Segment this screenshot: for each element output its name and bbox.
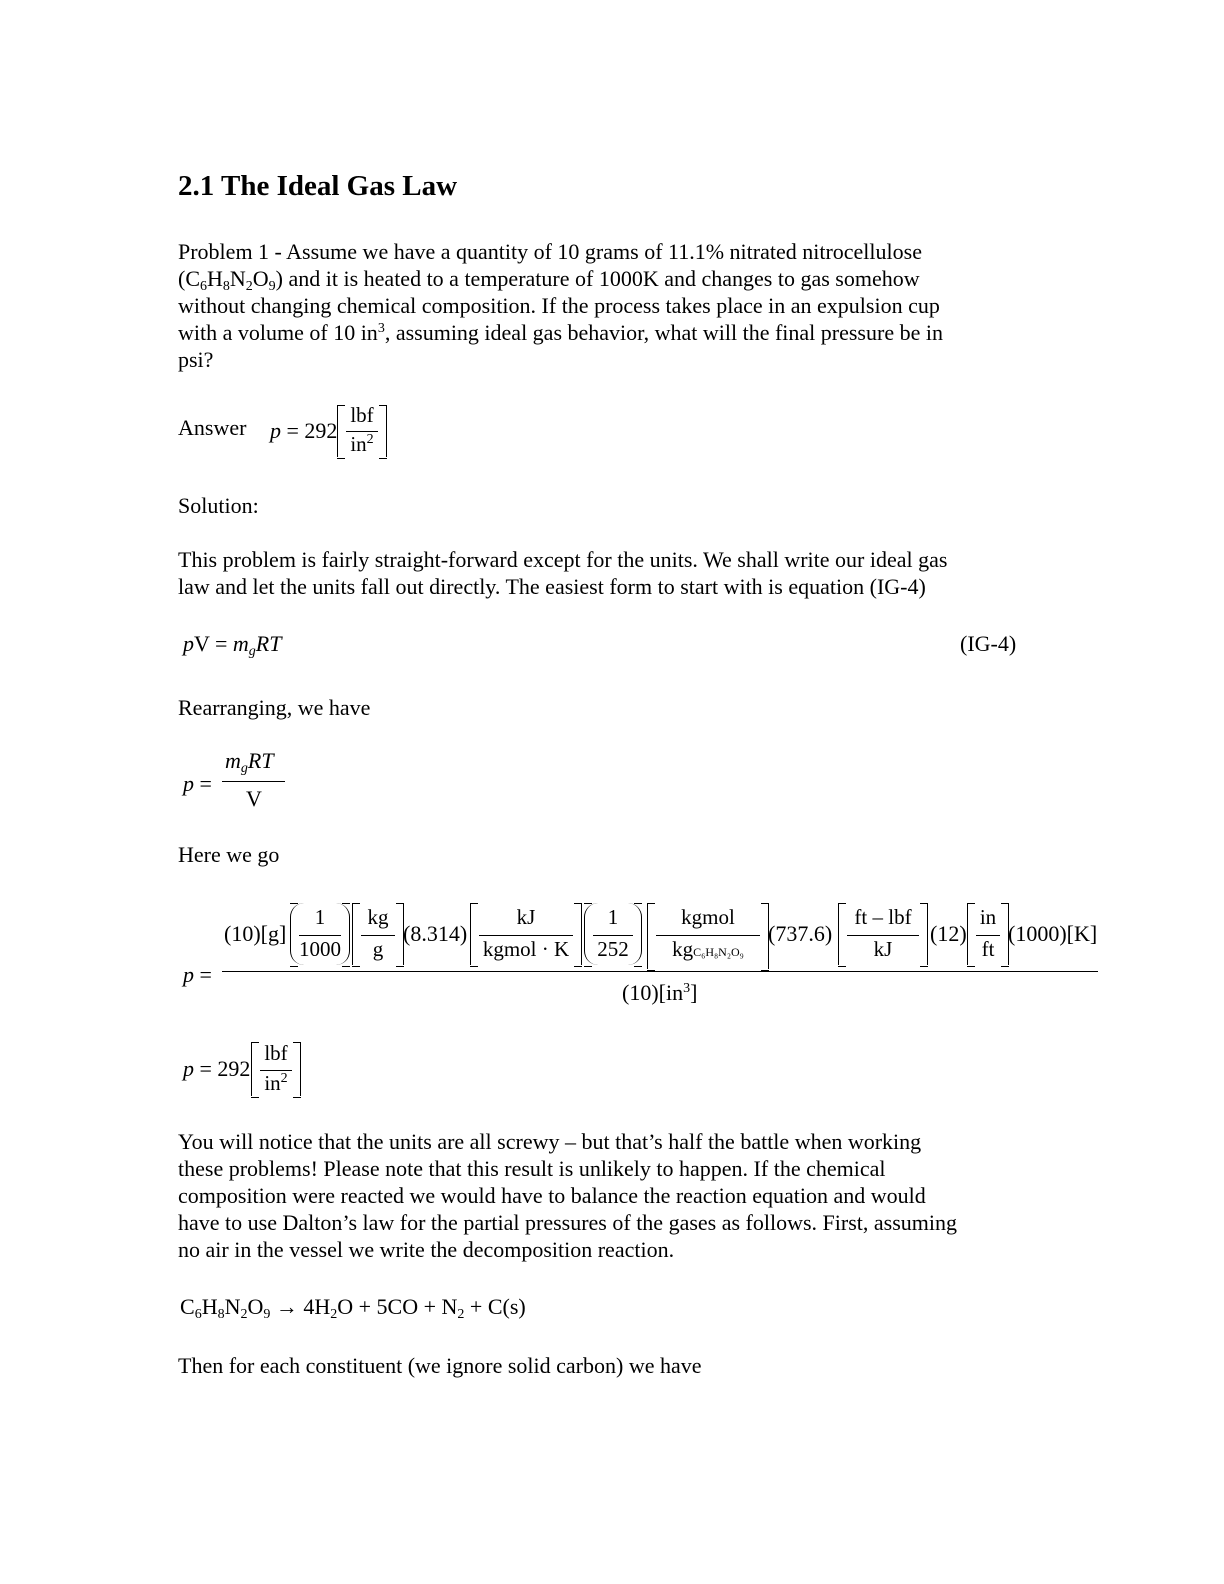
big-eq-frac-7: in ft [967,903,1009,965]
equation-ig4: pV = $m_gRT$ [183,631,282,659]
problem-line-1: Problem 1 - Assume we have a quantity of 10 grams of 11.1% nitrated nitrocellulose [178,239,922,264]
final-line: Then for each constituent (we ignore solid carbon) we have [178,1353,702,1378]
problem-line-2: $(C_6H_8N_2O_9)$ and it is heated to a temperature of 1000K and changes to gas somehow [178,266,920,294]
problem-line-4: with a volume of 10 $in^3$, assuming ideal gas behavior, what will the final pressure be in [178,320,943,345]
section-heading: 2.1 The Ideal Gas Law [178,170,458,202]
result-lhs: p = 292 [183,1056,251,1081]
big-eq-denominator: $(10)[in^3]$ [622,980,698,1005]
big-eq-term-1: (10)[g] [224,921,287,946]
answer-label: Answer [178,415,247,440]
answer-unit: lbf $in^2$ [337,405,387,457]
rearr-numerator: $m_gRT$ [225,748,274,776]
big-eq-term-3: (737.6) [768,921,833,946]
here-we-go-text: Here we go [178,842,280,867]
rearr-lhs: p = [183,771,212,796]
decomposition-reaction: $C_6H_8N_2O_9 \to 4H_2O + 5CO + N_2 + C(s)$ [180,1294,526,1322]
problem-line-5: psi? [178,347,214,372]
solution-label: Solution: [178,493,259,518]
big-eq-fraction-bar [222,971,1098,972]
rearr-denominator: V [246,786,262,811]
big-eq-frac-1: 1 1000 [290,903,350,965]
answer-lhs: p = 292 [270,418,338,443]
big-eq-frac-5: kgmol kgC₆H₈N₂O₉ [647,903,769,969]
big-eq-frac-3: kJ kgmol · K [470,903,582,965]
problem-statement [178,238,943,373]
rearranging-text: Rearranging, we have [178,695,371,720]
big-eq-term-5: (1000)[K] [1008,921,1098,946]
big-eq-frac-2: kg g [352,903,404,965]
result-unit: lbf $in^2$ [251,1042,301,1096]
notice-paragraph: You will notice that the units are all screwy – but that’s half the battle when working these problems! Please note that this result is unlikely to happen. If the chemical composition were reacted we would have to balance the reaction equation and would have to use Dalton’s law for the partial pressures of the gases as follows. First, assuming no air in the vessel we write the decomposition reaction. [178,1129,958,1262]
equation-number: (IG-4) [960,631,1017,656]
intro-paragraph: This problem is fairly straight-forward except for the units. We shall write our ideal gas law and let the units fall out directly. The easiest form to start with is equation (IG-4) [178,547,948,599]
big-eq-term-2: (8.314) [403,921,468,946]
problem-line-3: without changing chemical composition. If the process takes place in an expulsion cup [178,293,940,318]
big-eq-frac-4: 1 252 [584,903,642,965]
big-eq-term-4: (12) [930,921,967,946]
big-eq-lhs: p = [183,962,212,987]
big-eq-frac-6: ft – lbf kJ [838,903,928,965]
